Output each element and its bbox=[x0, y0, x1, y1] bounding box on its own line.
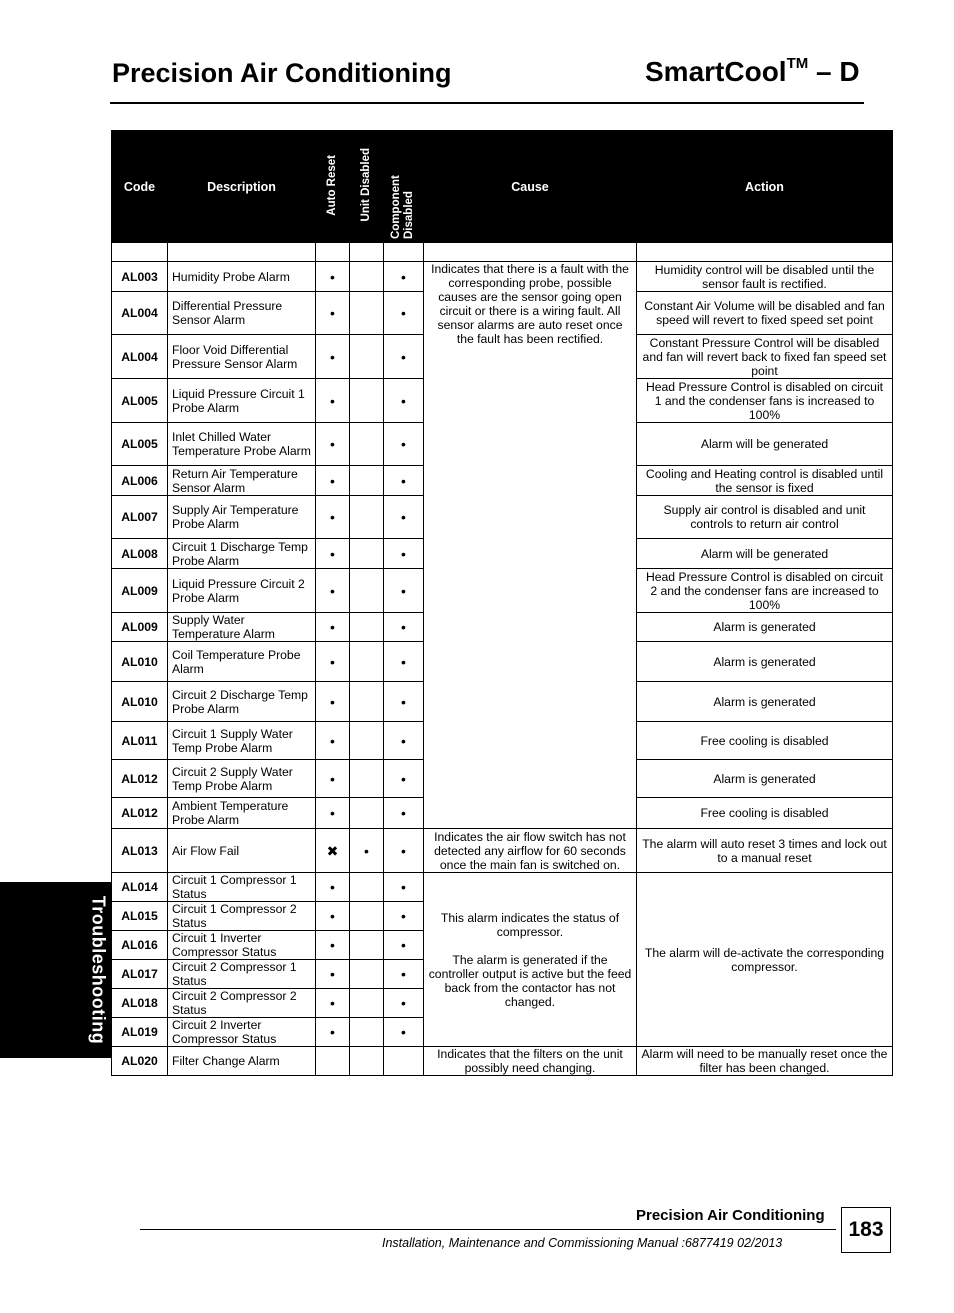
unit-disabled-mark: • bbox=[350, 829, 384, 873]
alarm-action: The alarm will auto reset 3 times and lock out to a manual reset bbox=[637, 829, 893, 873]
auto-reset-mark: • bbox=[316, 798, 350, 829]
auto-reset-mark: • bbox=[316, 902, 350, 931]
alarm-description: Circuit 1 Inverter Compressor Status bbox=[168, 931, 316, 960]
footer-rule bbox=[140, 1229, 836, 1230]
col-header-cause: Cause bbox=[424, 131, 637, 243]
page-header-title: Precision Air Conditioning bbox=[112, 58, 452, 88]
component-disabled-mark bbox=[384, 1047, 424, 1076]
unit-disabled-mark bbox=[350, 1047, 384, 1076]
component-disabled-mark: • bbox=[384, 931, 424, 960]
alarm-description: Circuit 2 Compressor 1 Status bbox=[168, 960, 316, 989]
component-disabled-mark: • bbox=[384, 829, 424, 873]
auto-reset-mark: • bbox=[316, 1018, 350, 1047]
component-disabled-mark: • bbox=[384, 798, 424, 829]
product-name-text: SmartCool bbox=[645, 56, 787, 87]
auto-reset-mark: • bbox=[316, 613, 350, 642]
auto-reset-mark: • bbox=[316, 379, 350, 423]
alarm-code: AL009 bbox=[112, 613, 168, 642]
component-disabled-mark: • bbox=[384, 292, 424, 335]
alarm-description: Filter Change Alarm bbox=[168, 1047, 316, 1076]
alarm-description: Circuit 1 Supply Water Temp Probe Alarm bbox=[168, 722, 316, 760]
unit-disabled-mark bbox=[350, 760, 384, 798]
alarm-description: Return Air Temperature Sensor Alarm bbox=[168, 466, 316, 496]
unit-disabled-mark bbox=[350, 798, 384, 829]
alarm-code: AL003 bbox=[112, 262, 168, 292]
footer-manual-reference: Installation, Maintenance and Commissioning Manual :6877419 02/2013 bbox=[382, 1236, 783, 1250]
table-row bbox=[112, 873, 893, 902]
col-header-unit-disabled bbox=[350, 131, 384, 243]
unit-disabled-mark bbox=[350, 613, 384, 642]
auto-reset-mark: • bbox=[316, 496, 350, 539]
alarm-code: AL013 bbox=[112, 829, 168, 873]
unit-disabled-mark bbox=[350, 262, 384, 292]
alarm-code: AL020 bbox=[112, 1047, 168, 1076]
component-disabled-mark: • bbox=[384, 760, 424, 798]
alarm-action: Free cooling is disabled bbox=[637, 798, 893, 829]
alarm-code: AL011 bbox=[112, 722, 168, 760]
alarm-code: AL004 bbox=[112, 292, 168, 335]
col-header-description: Description bbox=[168, 131, 316, 243]
alarm-code: AL004 bbox=[112, 335, 168, 379]
alarm-code: AL017 bbox=[112, 960, 168, 989]
auto-reset-mark: • bbox=[316, 423, 350, 466]
component-disabled-mark: • bbox=[384, 335, 424, 379]
spacer-cell bbox=[384, 243, 424, 262]
spacer-cell bbox=[112, 243, 168, 262]
alarm-action: Alarm will be generated bbox=[637, 539, 893, 569]
alarm-description: Circuit 1 Discharge Temp Probe Alarm bbox=[168, 539, 316, 569]
alarm-description: Circuit 1 Compressor 2 Status bbox=[168, 902, 316, 931]
spacer-cell bbox=[316, 243, 350, 262]
auto-reset-mark: • bbox=[316, 466, 350, 496]
alarm-action: Supply air control is disabled and unit controls to return air control bbox=[637, 496, 893, 539]
auto-reset-mark: • bbox=[316, 960, 350, 989]
auto-reset-mark: • bbox=[316, 642, 350, 682]
alarm-code: AL016 bbox=[112, 931, 168, 960]
auto-reset-mark: • bbox=[316, 335, 350, 379]
compressor-action: The alarm will de-activate the corresponding compressor. bbox=[637, 873, 893, 1047]
alarm-cause: Indicates the air flow switch has not detected any airflow for 60 seconds once the main fan is switched on. bbox=[424, 829, 637, 873]
alarm-description: Liquid Pressure Circuit 1 Probe Alarm bbox=[168, 379, 316, 423]
auto-reset-mark bbox=[316, 1047, 350, 1076]
alarm-action: Alarm is generated bbox=[637, 642, 893, 682]
unit-disabled-mark bbox=[350, 496, 384, 539]
component-disabled-mark: • bbox=[384, 1018, 424, 1047]
unit-disabled-mark bbox=[350, 682, 384, 722]
spacer-cell bbox=[637, 243, 893, 262]
alarm-description: Humidity Probe Alarm bbox=[168, 262, 316, 292]
auto-reset-mark: • bbox=[316, 262, 350, 292]
alarm-description: Circuit 1 Compressor 1 Status bbox=[168, 873, 316, 902]
unit-disabled-mark bbox=[350, 569, 384, 613]
alarm-description: Differential Pressure Sensor Alarm bbox=[168, 292, 316, 335]
unit-disabled-mark bbox=[350, 292, 384, 335]
unit-disabled-mark bbox=[350, 335, 384, 379]
alarm-description: Supply Air Temperature Probe Alarm bbox=[168, 496, 316, 539]
component-disabled-mark: • bbox=[384, 873, 424, 902]
unit-disabled-mark bbox=[350, 379, 384, 423]
alarm-description: Circuit 2 Supply Water Temp Probe Alarm bbox=[168, 760, 316, 798]
auto-reset-mark: • bbox=[316, 873, 350, 902]
alarm-code: AL005 bbox=[112, 379, 168, 423]
table-row bbox=[112, 1047, 893, 1076]
alarm-cause: Indicates that the filters on the unit possibly need changing. bbox=[424, 1047, 637, 1076]
product-suffix: – D bbox=[808, 56, 860, 87]
col-header-action: Action bbox=[637, 131, 893, 243]
page-number: 183 bbox=[841, 1207, 891, 1253]
alarm-description: Supply Water Temperature Alarm bbox=[168, 613, 316, 642]
auto-reset-mark: ✖ bbox=[316, 829, 350, 873]
unit-disabled-mark bbox=[350, 466, 384, 496]
alarm-action: Head Pressure Control is disabled on circuit 2 and the condenser fans are increased to 100% bbox=[637, 569, 893, 613]
auto-reset-mark: • bbox=[316, 931, 350, 960]
col-header-code: Code bbox=[112, 131, 168, 243]
product-name bbox=[645, 56, 860, 88]
spacer-row bbox=[112, 243, 893, 262]
alarm-action: Alarm is generated bbox=[637, 682, 893, 722]
unit-disabled-mark bbox=[350, 931, 384, 960]
component-disabled-mark: • bbox=[384, 902, 424, 931]
section-tab-label: Troubleshooting bbox=[88, 895, 109, 1045]
component-disabled-mark: • bbox=[384, 379, 424, 423]
header-rule bbox=[110, 102, 864, 104]
alarm-action: Alarm is generated bbox=[637, 613, 893, 642]
alarm-code: AL009 bbox=[112, 569, 168, 613]
auto-reset-mark: • bbox=[316, 722, 350, 760]
auto-reset-label: Auto Reset bbox=[326, 154, 338, 216]
component-disabled-mark: • bbox=[384, 262, 424, 292]
spacer-cell bbox=[350, 243, 384, 262]
alarm-code: AL012 bbox=[112, 798, 168, 829]
unit-disabled-mark bbox=[350, 989, 384, 1018]
alarm-description: Circuit 2 Discharge Temp Probe Alarm bbox=[168, 682, 316, 722]
alarm-description: Inlet Chilled Water Temperature Probe Alarm bbox=[168, 423, 316, 466]
unit-disabled-mark bbox=[350, 873, 384, 902]
alarm-code: AL018 bbox=[112, 989, 168, 1018]
component-disabled-mark: • bbox=[384, 682, 424, 722]
col-header-auto-reset bbox=[316, 131, 350, 243]
alarm-description: Circuit 2 Inverter Compressor Status bbox=[168, 1018, 316, 1047]
alarm-description: Air Flow Fail bbox=[168, 829, 316, 873]
component-disabled-mark: • bbox=[384, 613, 424, 642]
alarm-code: AL012 bbox=[112, 760, 168, 798]
unit-disabled-mark bbox=[350, 722, 384, 760]
footer-title: Precision Air Conditioning bbox=[636, 1207, 825, 1224]
unit-disabled-mark bbox=[350, 642, 384, 682]
section-tab[interactable] bbox=[0, 882, 111, 1058]
alarm-action: Constant Pressure Control will be disabled and fan will revert back to fixed fan speed set point bbox=[637, 335, 893, 379]
alarm-code: AL019 bbox=[112, 1018, 168, 1047]
unit-disabled-mark bbox=[350, 902, 384, 931]
alarm-action: Alarm is generated bbox=[637, 760, 893, 798]
alarm-code: AL008 bbox=[112, 539, 168, 569]
alarm-action: Alarm will need to be manually reset once the filter has been changed. bbox=[637, 1047, 893, 1076]
col-header-component-disabled bbox=[384, 131, 424, 243]
alarm-code: AL010 bbox=[112, 682, 168, 722]
auto-reset-mark: • bbox=[316, 760, 350, 798]
cause-gap bbox=[428, 939, 632, 953]
alarm-description: Ambient Temperature Probe Alarm bbox=[168, 798, 316, 829]
component-disabled-mark: • bbox=[384, 466, 424, 496]
table-row bbox=[112, 262, 893, 292]
alarm-action: Constant Air Volume will be disabled and fan speed will revert to fixed speed set point bbox=[637, 292, 893, 335]
component-disabled-mark: • bbox=[384, 642, 424, 682]
alarm-description: Circuit 2 Compressor 2 Status bbox=[168, 989, 316, 1018]
auto-reset-mark: • bbox=[316, 682, 350, 722]
alarm-description: Liquid Pressure Circuit 2 Probe Alarm bbox=[168, 569, 316, 613]
compressor-cause-text-1: This alarm indicates the status of compressor. bbox=[440, 910, 620, 939]
unit-disabled-mark bbox=[350, 1018, 384, 1047]
auto-reset-mark: • bbox=[316, 569, 350, 613]
unit-disabled-label: Unit Disabled bbox=[360, 148, 372, 222]
auto-reset-mark: • bbox=[316, 539, 350, 569]
alarm-code: AL005 bbox=[112, 423, 168, 466]
unit-disabled-mark bbox=[350, 539, 384, 569]
alarm-action: Head Pressure Control is disabled on circuit 1 and the condenser fans is increased to 100% bbox=[637, 379, 893, 423]
alarm-code: AL010 bbox=[112, 642, 168, 682]
table-row bbox=[112, 829, 893, 873]
table-header-row bbox=[112, 131, 893, 243]
component-disabled-mark: • bbox=[384, 539, 424, 569]
alarm-action: Free cooling is disabled bbox=[637, 722, 893, 760]
alarm-action: Alarm will be generated bbox=[637, 423, 893, 466]
alarm-cause: Indicates that there is a fault with the corresponding probe, possible causes are the sensor going open circuit or there is a wiring fault. All sensor alarms are auto reset once the fault has been rectified. bbox=[424, 262, 637, 829]
auto-reset-mark: • bbox=[316, 989, 350, 1018]
alarm-action: Cooling and Heating control is disabled until the sensor is fixed bbox=[637, 466, 893, 496]
component-disabled-mark: • bbox=[384, 569, 424, 613]
component-disabled-label: Component Disabled bbox=[389, 175, 415, 239]
component-disabled-mark: • bbox=[384, 496, 424, 539]
alarm-code: AL014 bbox=[112, 873, 168, 902]
spacer-cell bbox=[168, 243, 316, 262]
auto-reset-mark: • bbox=[316, 292, 350, 335]
unit-disabled-mark bbox=[350, 960, 384, 989]
trademark-mark: TM bbox=[786, 54, 809, 72]
component-disabled-mark: • bbox=[384, 423, 424, 466]
alarm-code: AL015 bbox=[112, 902, 168, 931]
compressor-cause-text-2: The alarm is generated if the controller output is active but the feed back from the contactor has not changed. bbox=[428, 952, 632, 1009]
alarm-action: Humidity control will be disabled until the sensor fault is rectified. bbox=[637, 262, 893, 292]
alarm-code: AL007 bbox=[112, 496, 168, 539]
component-disabled-mark: • bbox=[384, 722, 424, 760]
component-disabled-mark: • bbox=[384, 960, 424, 989]
alarm-description: Floor Void Differential Pressure Sensor Alarm bbox=[168, 335, 316, 379]
alarm-description: Coil Temperature Probe Alarm bbox=[168, 642, 316, 682]
spacer-cell bbox=[424, 243, 637, 262]
alarm-table bbox=[111, 130, 893, 1076]
unit-disabled-mark bbox=[350, 423, 384, 466]
alarm-code: AL006 bbox=[112, 466, 168, 496]
compressor-cause bbox=[424, 873, 637, 1047]
component-disabled-mark: • bbox=[384, 989, 424, 1018]
